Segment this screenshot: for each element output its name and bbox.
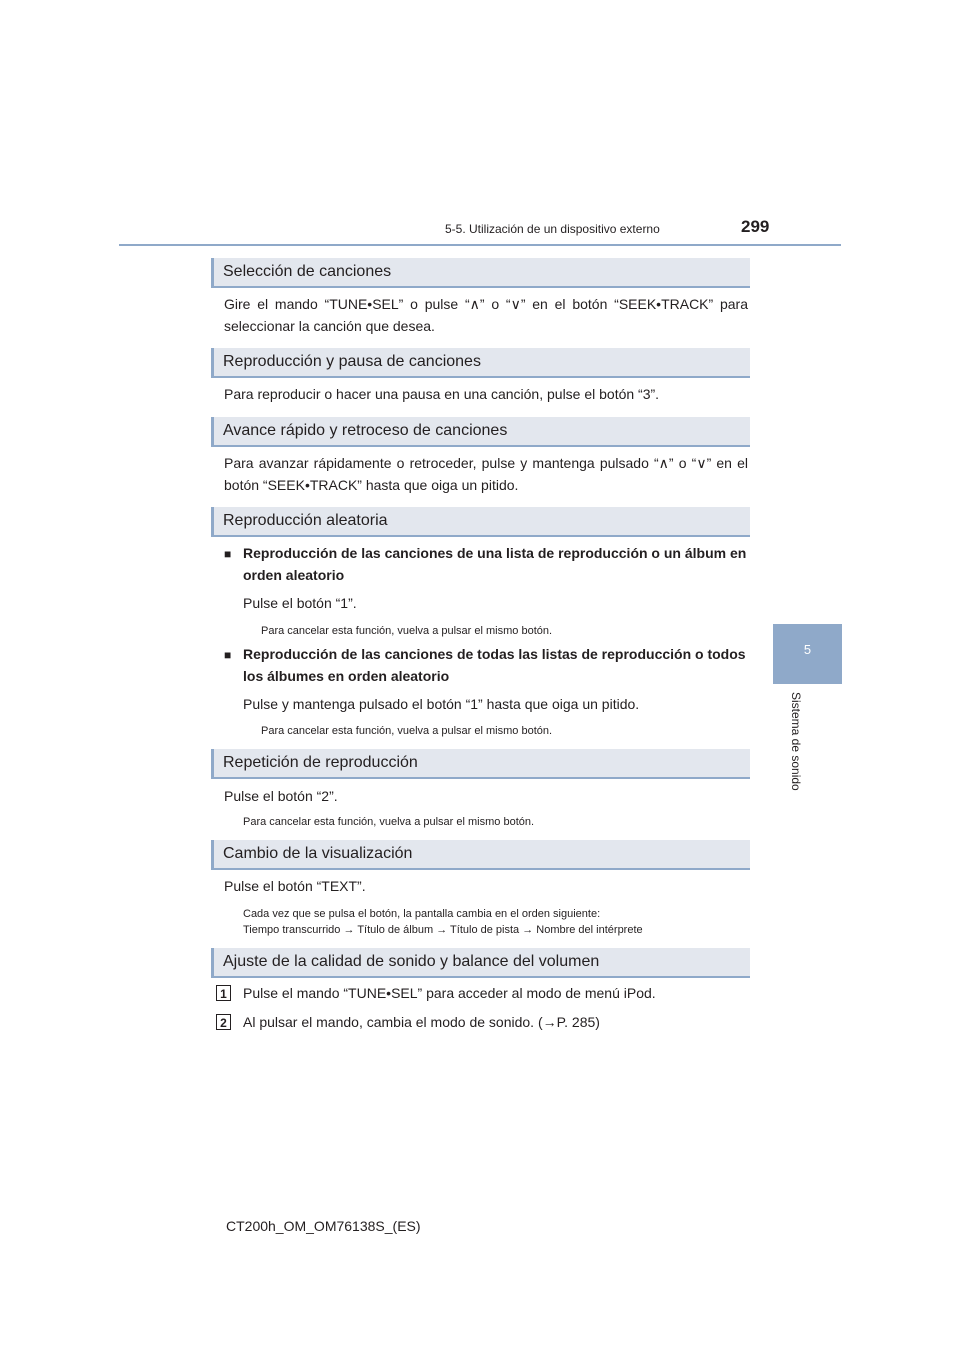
running-header: 5-5. Utilización de un dispositivo externo <box>445 222 660 236</box>
step-text-2: Al pulsar el mando, cambia el modo de sonido. (→P. 285) <box>243 1014 600 1030</box>
chapter-tab-label: Sistema de sonido <box>789 692 803 791</box>
note-visualizacion-line2: Tiempo transcurrido → Título de álbum → Título de pista → Nombre del intérprete <box>243 924 643 936</box>
note-aleatoria-album: Para cancelar esta función, vuelva a pulsar el mismo botón. <box>261 625 553 637</box>
bullet-square-icon: ■ <box>224 547 232 561</box>
section-heading-reproduccion-pausa: Reproducción y pausa de canciones <box>211 348 750 378</box>
section-text-seleccion: Gire el mando “TUNE•SEL” o pulse “∧” o “∨” en el botón “SEEK•TRACK” para seleccionar la canción que desea. <box>224 296 748 334</box>
step-number-2: 2 <box>216 1014 231 1030</box>
section-heading-visualizacion: Cambio de la visualización <box>211 840 750 870</box>
section-text-reproduccion-pausa: Para reproducir o hacer una pausa en una canción, pulse el botón “3”. <box>224 386 660 402</box>
page-number: 299 <box>741 217 770 236</box>
section-text-visualizacion: Pulse el botón “TEXT”. <box>224 878 366 894</box>
subsection-text-aleatoria-album: Pulse el botón “1”. <box>243 595 357 611</box>
section-heading-avance-retroceso: Avance rápido y retroceso de canciones <box>211 417 750 447</box>
subsection-text-aleatoria-todos: Pulse y mantenga pulsado el botón “1” hasta que oiga un pitido. <box>243 696 640 712</box>
subsection-title-aleatoria-album: Reproducción de las canciones de una lista de reproducción o un álbum en orden aleatorio <box>243 545 747 583</box>
section-text-avance-retroceso: Para avanzar rápidamente o retroceder, pulse y mantenga pulsado “∧” o “∨” en el botón “SEEK•TRACK” hasta que oiga un pitido. <box>224 455 748 493</box>
section-text-repeticion: Pulse el botón “2”. <box>224 788 338 804</box>
section-heading-seleccion: Selección de canciones <box>211 258 750 288</box>
note-repeticion: Para cancelar esta función, vuelva a pulsar el mismo botón. <box>243 816 535 828</box>
subsection-title-aleatoria-todos: Reproducción de las canciones de todas las listas de reproducción o todos los álbumes en orden aleatorio <box>243 646 746 684</box>
section-heading-repeticion: Repetición de reproducción <box>211 749 750 779</box>
header-rule <box>119 244 841 246</box>
bullet-square-icon: ■ <box>224 648 232 662</box>
document-code: CT200h_OM_OM76138S_(ES) <box>226 1218 421 1234</box>
note-aleatoria-todos: Para cancelar esta función, vuelva a pulsar el mismo botón. <box>261 725 553 737</box>
step-text-1: Pulse el mando “TUNE•SEL” para acceder al modo de menú iPod. <box>243 985 656 1001</box>
section-heading-aleatoria: Reproducción aleatoria <box>211 507 750 537</box>
chapter-tab-number: 5 <box>803 642 812 657</box>
note-visualizacion-line1: Cada vez que se pulsa el botón, la pantalla cambia en el orden siguiente: <box>243 908 601 920</box>
section-heading-calidad-sonido: Ajuste de la calidad de sonido y balance del volumen <box>211 948 750 978</box>
step-number-1: 1 <box>216 985 231 1001</box>
